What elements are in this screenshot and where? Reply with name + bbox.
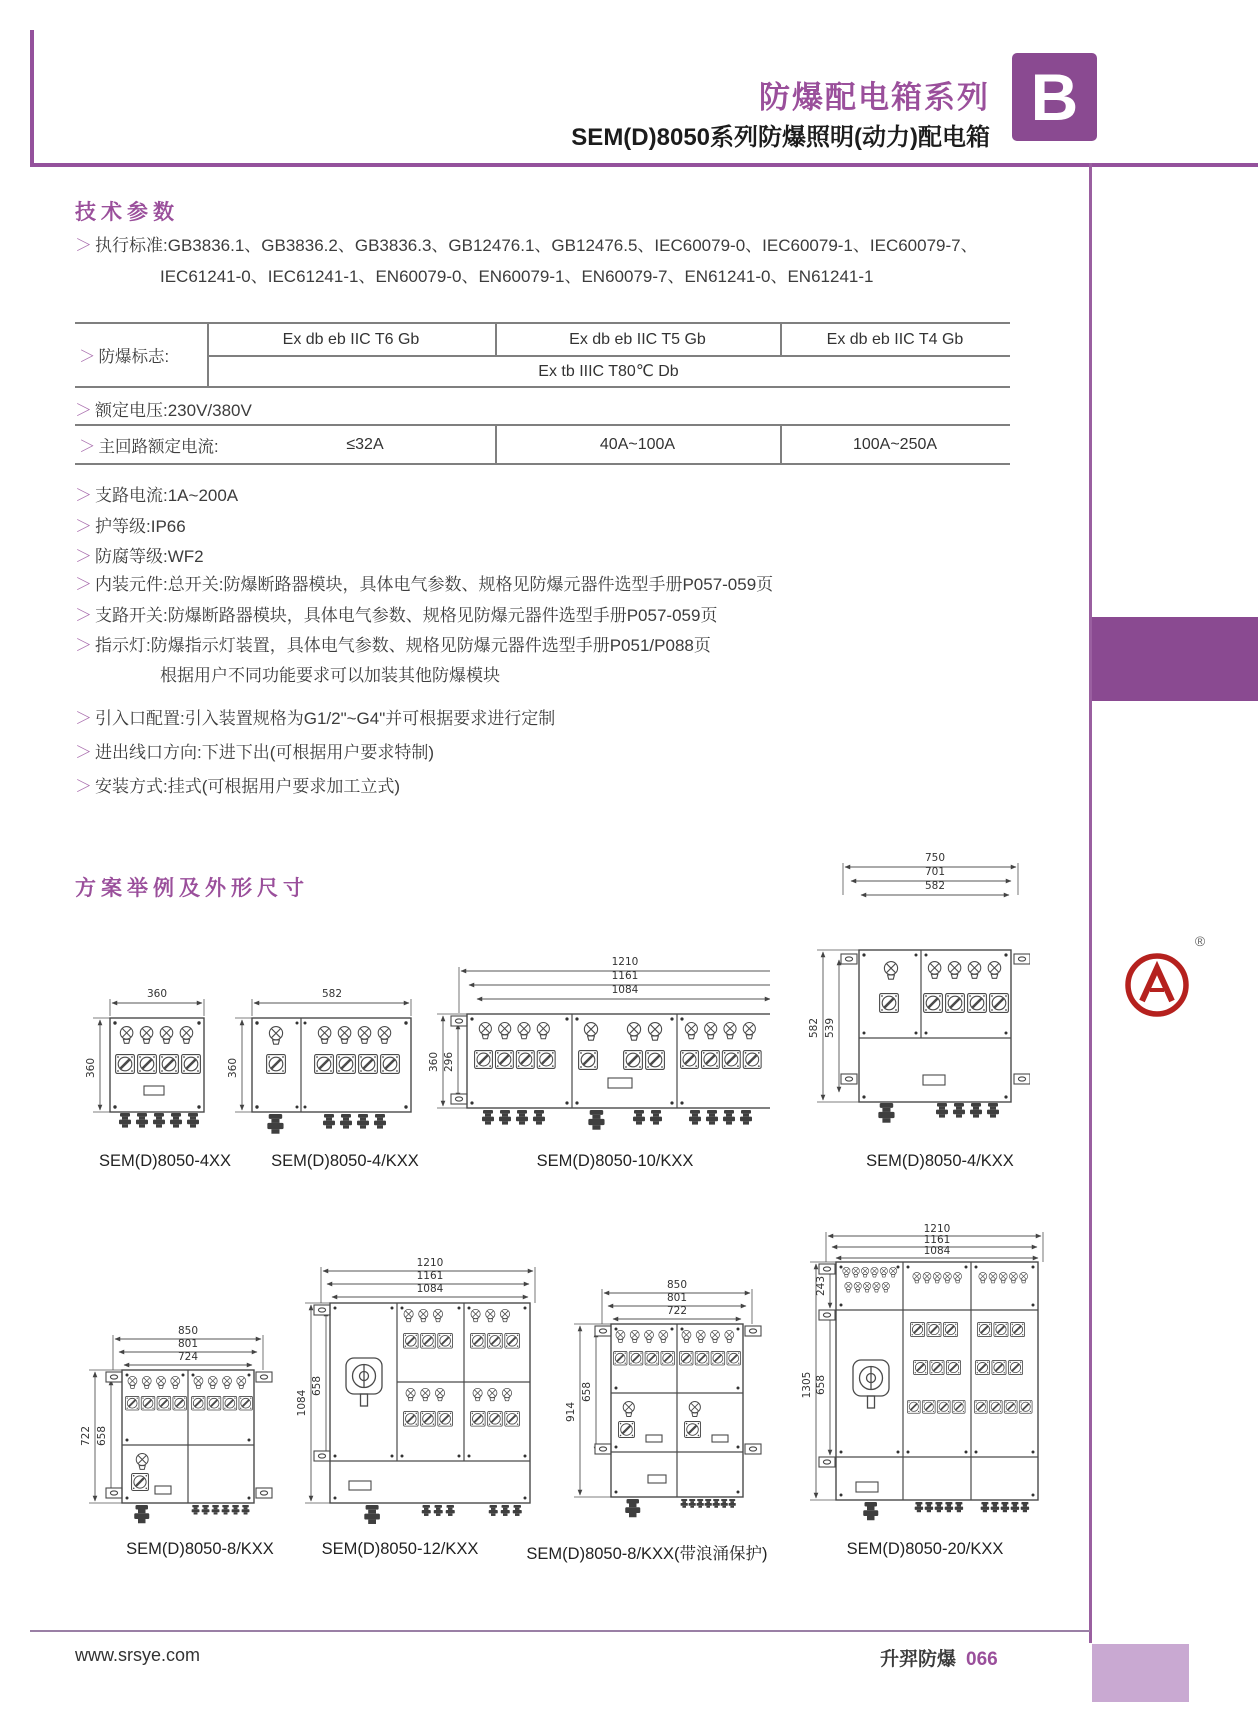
- spec-line: ＞ 防腐等级:WF2: [75, 547, 204, 566]
- cable-gland: [513, 1505, 522, 1516]
- dim-label: 722: [666, 1305, 688, 1317]
- mark-cell-t4: Ex db eb IIC T4 Gb: [826, 330, 964, 348]
- cable-gland: [1001, 1502, 1009, 1512]
- right-rail-line: [1089, 163, 1092, 1643]
- footer-rule: [30, 1630, 1090, 1632]
- lamp-icon: [136, 1454, 148, 1470]
- model-label: SEM(D)8050-4/KXX: [271, 1152, 419, 1170]
- dim-label: 1161: [416, 1270, 444, 1282]
- left-accent-tick: [30, 30, 34, 163]
- lamp-icon: [269, 1027, 282, 1045]
- dim-label: 724: [177, 1351, 199, 1363]
- footer-brand-name: 升羿防爆: [880, 1649, 957, 1670]
- cable-gland: [232, 1505, 240, 1514]
- dim-label: 658: [311, 1375, 323, 1397]
- model-label: SEM(D)8050-20/KXX: [846, 1540, 1004, 1558]
- dim-label: 360: [428, 1051, 440, 1073]
- footer-url: www.srsye.com: [75, 1645, 201, 1665]
- footer-brand: [880, 1644, 998, 1671]
- cable-gland: [499, 1110, 511, 1125]
- lamp-row: [843, 1267, 897, 1277]
- lamp-row: [318, 1027, 390, 1044]
- cable-gland: [740, 1110, 752, 1125]
- corner-accent-block: [1092, 1644, 1189, 1702]
- standards-line-2: [160, 262, 873, 287]
- mounting-lug: [819, 1457, 835, 1467]
- current-cell-3: 100A~250A: [852, 435, 938, 453]
- lamp-icon: [648, 1023, 661, 1041]
- cable-gland: [706, 1110, 718, 1125]
- switch-row: [403, 1333, 452, 1348]
- dim-label: 1210: [416, 1257, 444, 1269]
- main-switch-icon: [853, 1360, 889, 1408]
- dim-label: 1084: [296, 1389, 308, 1417]
- cable-gland: [697, 1499, 704, 1508]
- cable-gland: [588, 1110, 604, 1130]
- cable-gland: [987, 1103, 999, 1118]
- cable-gland: [202, 1505, 210, 1514]
- cable-gland: [267, 1114, 283, 1134]
- mounting-lug: [595, 1444, 611, 1454]
- switch-row: [475, 1051, 556, 1069]
- dim-label: 1210: [611, 956, 639, 968]
- switch-row: [613, 1351, 674, 1365]
- dim-label: 582: [808, 1017, 820, 1039]
- cable-gland: [192, 1505, 200, 1514]
- lamp-row: [128, 1376, 180, 1388]
- spec-line: ＞ 护等级:IP66: [75, 517, 186, 536]
- series-title: 防爆配电箱系列: [759, 80, 990, 115]
- switch-row: [681, 1051, 762, 1069]
- mounting-lug: [256, 1372, 272, 1382]
- spec-prefix: ＞: [79, 437, 96, 456]
- page-subtitle: SEM(D)8050系列防爆照明(动力)配电箱: [571, 124, 990, 151]
- main-current-table: [75, 424, 1010, 465]
- switch-icon: [132, 1474, 149, 1491]
- drawing-sem8050-20kxx: [726, 1220, 1048, 1550]
- cable-gland: [153, 1113, 165, 1128]
- cable-gland: [482, 1110, 494, 1125]
- dim-label: 582: [321, 988, 343, 1000]
- switch-icon: [646, 1051, 665, 1070]
- switch-icon: [880, 994, 899, 1013]
- voltage-line: ＞ 额定电压:230V/380V: [75, 401, 252, 420]
- lamp-row: [616, 1330, 668, 1342]
- drawing-sem8050-4kxx-tall: [795, 833, 1030, 1173]
- spec-line: ＞ 内装元件:总开关:防爆断路器模块，具体电气参数、规格见防爆元器件选型手册P057-059页: [75, 575, 774, 594]
- model-label: SEM(D)8050-12/KXX: [321, 1540, 479, 1558]
- mounting-lug: [314, 1305, 330, 1315]
- model-label: SEM(D)8050-4/KXX: [866, 1152, 1014, 1170]
- lamp-row: [928, 962, 1000, 979]
- drawing-sem8050-4kxx: [222, 973, 427, 1168]
- cable-gland: [633, 1110, 645, 1125]
- lamp-row: [120, 1027, 192, 1044]
- standards-values-1: GB3836.1、GB3836.2、GB3836.3、GB12476.1、GB12476.5、IEC60079-0、IEC60079-1、IEC60079-7、: [167, 236, 978, 255]
- model-label: SEM(D)8050-10/KXX: [536, 1152, 694, 1170]
- mark-cell-t5: Ex db eb IIC T5 Gb: [569, 330, 706, 348]
- spec-line: ＞ 支路开关:防爆断路器模块，具体电气参数、规格见防爆元器件选型手册P057-059页: [75, 606, 718, 625]
- dim-label: 801: [177, 1338, 199, 1350]
- switch-row: [974, 1400, 1032, 1413]
- cable-gland: [446, 1505, 455, 1516]
- lamp-icon: [584, 1023, 597, 1041]
- cable-gland: [915, 1502, 923, 1512]
- cable-gland: [625, 1499, 640, 1517]
- cable-gland: [170, 1113, 182, 1128]
- cable-gland: [945, 1502, 953, 1512]
- switch-icon: [619, 1422, 635, 1438]
- cable-gland: [705, 1499, 712, 1508]
- dim-label: 914: [565, 1401, 577, 1423]
- cable-gland: [925, 1502, 933, 1512]
- cable-gland: [723, 1110, 735, 1125]
- mounting-lug: [595, 1326, 611, 1336]
- spec-line-note: 根据用户不同功能要求可以加装其他防爆模块: [160, 666, 500, 685]
- mounting-lug: [451, 1094, 467, 1104]
- chapter-badge: B: [1012, 53, 1097, 141]
- cable-gland: [991, 1502, 999, 1512]
- dim-label: 1210: [923, 1223, 951, 1235]
- cable-gland: [981, 1502, 989, 1512]
- current-cell-1: ≤32A: [346, 435, 384, 453]
- lamp-row: [404, 1309, 443, 1321]
- drawing-sem8050-10kxx: [425, 952, 770, 1172]
- switch-row: [913, 1360, 960, 1374]
- cable-gland: [681, 1499, 688, 1508]
- switch-row: [116, 1055, 201, 1074]
- mounting-lug: [106, 1488, 122, 1498]
- cable-gland: [340, 1114, 352, 1129]
- drawing-sem8050-12kxx: [293, 1253, 548, 1558]
- cable-gland: [501, 1505, 510, 1516]
- cable-gland: [970, 1103, 982, 1118]
- current-cell-2: 40A~100A: [599, 435, 676, 453]
- lamp-row: [406, 1388, 445, 1400]
- cable-gland: [489, 1505, 498, 1516]
- dim-label: 1161: [611, 970, 639, 982]
- brand-logo: [1112, 928, 1212, 1028]
- model-label: SEM(D)8050-8/KXX(带浪涌保护): [526, 1545, 768, 1563]
- switch-row: [470, 1411, 519, 1426]
- cable-gland: [533, 1110, 545, 1125]
- dimensions-heading: 方案举例及外形尺寸: [75, 877, 309, 900]
- switch-icon: [624, 1051, 643, 1070]
- explosion-mark-table: [75, 322, 1010, 388]
- chapter-edge-tab: [1092, 617, 1258, 701]
- dim-label: 1161: [923, 1234, 951, 1246]
- standards-values-2: IEC61241-0、IEC61241-1、EN60079-0、EN60079-1、EN60079-7、EN61241-0、EN61241-1: [160, 267, 874, 286]
- spec-prefix: ＞: [75, 401, 92, 420]
- switch-row: [470, 1333, 519, 1348]
- header-rule: [30, 163, 1258, 167]
- lamp-row: [194, 1376, 246, 1388]
- mounting-lug: [451, 1016, 467, 1026]
- drawing-sem8050-8kxx: [75, 1318, 280, 1556]
- switch-row: [924, 994, 1009, 1013]
- spec-line: ＞ 引入口配置:引入装置规格为G1/2"~G4"并可根据要求进行定制: [75, 709, 556, 728]
- lamp-row: [685, 1023, 755, 1039]
- spec-line: ＞ 指示灯:防爆指示灯装置，具体电气参数、规格见防爆元器件选型手册P051/P088页: [75, 636, 711, 655]
- lamp-icon: [627, 1023, 640, 1041]
- cable-gland: [222, 1505, 230, 1514]
- switch-icon: [267, 1055, 286, 1074]
- standards-label: 执行标准:: [95, 236, 168, 255]
- cable-gland: [878, 1103, 894, 1123]
- switch-row: [191, 1396, 252, 1410]
- cable-gland: [650, 1110, 662, 1125]
- spec-line: ＞ 支路电流:1A~200A: [75, 486, 239, 505]
- logo-peak: [1142, 968, 1172, 1001]
- lamp-icon: [623, 1402, 634, 1417]
- cable-gland: [374, 1114, 386, 1129]
- cable-gland: [242, 1505, 250, 1514]
- model-label: SEM(D)8050-8/KXX: [126, 1540, 274, 1558]
- lamp-row: [479, 1023, 549, 1039]
- dim-label: 701: [924, 866, 946, 878]
- spec-line: ＞ 安装方式:挂式(可根据用户要求加工立式): [75, 777, 401, 796]
- cable-gland: [212, 1505, 220, 1514]
- model-label: SEM(D)8050-4XX: [98, 1152, 232, 1170]
- cable-gland: [422, 1505, 431, 1516]
- cable-gland: [357, 1114, 369, 1129]
- switch-icon: [685, 1422, 701, 1438]
- spec-prefix: ＞: [75, 236, 92, 255]
- dim-label: 539: [824, 1017, 836, 1039]
- lamp-row: [913, 1272, 962, 1283]
- mounting-lug: [314, 1451, 330, 1461]
- mounting-lug: [1014, 954, 1030, 964]
- dim-label: 850: [666, 1279, 688, 1291]
- dim-label: 850: [177, 1325, 199, 1337]
- dim-label: 1084: [923, 1245, 951, 1257]
- dim-label: 658: [581, 1381, 593, 1403]
- mark-cell-t6: Ex db eb IIC T6 Gb: [282, 330, 420, 348]
- switch-row: [125, 1396, 186, 1410]
- cable-gland: [1021, 1502, 1029, 1512]
- cable-gland: [936, 1103, 948, 1118]
- mounting-lug: [819, 1310, 835, 1320]
- dim-label: 360: [227, 1057, 239, 1079]
- lamp-icon: [689, 1402, 700, 1417]
- dim-label: 296: [443, 1051, 455, 1073]
- dim-label: 722: [80, 1425, 92, 1447]
- cable-gland: [187, 1113, 199, 1128]
- cable-gland: [863, 1502, 878, 1520]
- mark-cell-dust: Ex tb IIIC T80℃ Db: [538, 362, 679, 380]
- mounting-lug: [841, 1074, 857, 1084]
- switch-icon: [579, 1051, 598, 1070]
- footer-page-number: 066: [966, 1649, 998, 1670]
- lamp-row: [471, 1309, 510, 1321]
- mark-table-label: ＞ 防爆标志:: [79, 324, 169, 386]
- cable-gland: [955, 1502, 963, 1512]
- dim-label: 360: [85, 1057, 97, 1079]
- dim-label: 243: [815, 1275, 827, 1297]
- registered-mark: ®: [1194, 933, 1206, 949]
- mounting-lug: [1014, 1074, 1030, 1084]
- standards-line: [75, 231, 978, 256]
- spec-prefix: ＞: [79, 348, 96, 366]
- cable-gland: [434, 1505, 443, 1516]
- main-switch-icon: [346, 1358, 382, 1406]
- cable-gland: [935, 1502, 943, 1512]
- dim-label: 658: [96, 1425, 108, 1447]
- switch-row: [910, 1322, 957, 1336]
- cable-gland: [689, 1110, 701, 1125]
- dim-label: 360: [146, 988, 168, 1000]
- switch-row: [977, 1322, 1024, 1336]
- dim-label: 801: [666, 1292, 688, 1304]
- mounting-lug: [819, 1264, 835, 1274]
- lamp-row: [473, 1388, 512, 1400]
- tech-heading: 技术参数: [75, 201, 179, 224]
- switch-row: [403, 1411, 452, 1426]
- dim-label: 1305: [801, 1371, 813, 1399]
- cable-gland: [323, 1114, 335, 1129]
- current-table-label: ＞ 主回路额定电流:: [79, 426, 219, 463]
- dim-label: 750: [924, 852, 946, 864]
- switch-row: [975, 1360, 1022, 1374]
- dim-label: 658: [815, 1374, 827, 1396]
- dim-label: 1084: [611, 984, 639, 996]
- cable-gland: [119, 1113, 131, 1128]
- drawing-sem8050-4xx: [80, 973, 230, 1168]
- lamp-row: [979, 1272, 1028, 1283]
- dim-label: 582: [924, 880, 946, 892]
- mounting-lug: [106, 1372, 122, 1382]
- cable-gland: [364, 1505, 380, 1524]
- spec-line: ＞ 进出线口方向:下进下出(可根据用户要求特制): [75, 743, 435, 762]
- cable-gland: [689, 1499, 696, 1508]
- switch-row: [907, 1400, 965, 1413]
- cable-gland: [134, 1505, 149, 1523]
- cable-gland: [713, 1499, 720, 1508]
- mounting-lug: [256, 1488, 272, 1498]
- cable-gland: [516, 1110, 528, 1125]
- cable-gland: [1011, 1502, 1019, 1512]
- lamp-row: [845, 1282, 890, 1292]
- cable-gland: [953, 1103, 965, 1118]
- dim-label: 1084: [416, 1283, 444, 1295]
- switch-row: [315, 1055, 400, 1074]
- lamp-icon: [884, 962, 897, 980]
- mounting-lug: [841, 954, 857, 964]
- cable-gland: [136, 1113, 148, 1128]
